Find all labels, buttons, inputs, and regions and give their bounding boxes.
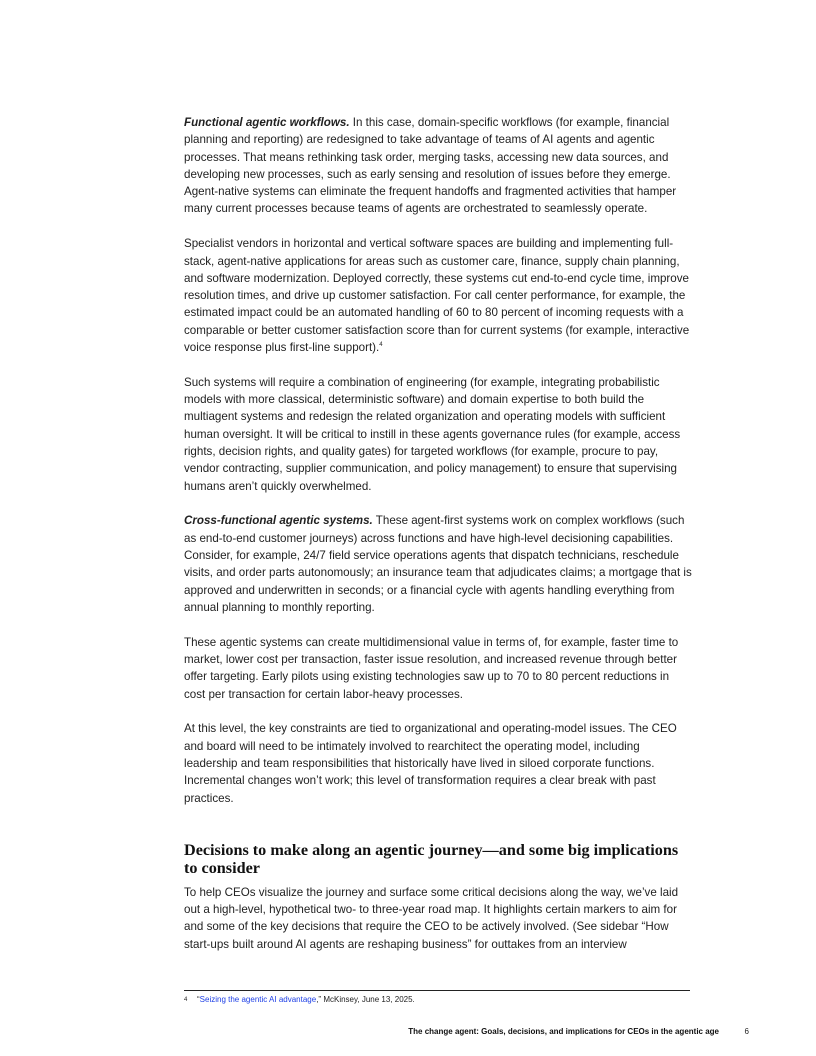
paragraph-text: Specialist vendors in horizontal and vertical software spaces are building and implementing full-stack, agent-native applications for areas such as customer care, finance, supply chain planning, and software modernization. Deployed correctly, these systems cut end-to-end cycle time, improve resolution times, and drive up customer satisfaction. For call center performance, for example, the estimated impact could be an automated handling of 60 to 80 percent of incoming requests with a comparable or better customer satisfaction score than for current systems (for example, interactive voice response plus first-line support). — [184, 237, 690, 355]
footnote-divider — [184, 990, 690, 991]
section-heading: Decisions to make along an agentic journey—and some big implications to consider — [184, 840, 679, 877]
paragraph-constraints — [184, 720, 692, 806]
lead-in-cross-functional: Cross-functional agentic systems. — [184, 514, 373, 528]
section-intro-paragraph — [184, 884, 692, 953]
footnote-open-quote: “ — [197, 995, 200, 1004]
paragraph-engineering — [184, 374, 692, 495]
paragraph-text: These agent-first systems work on complex workflows (such as end-to-end customer journeys) across functions and have high-level decisioning capabilities. Consider, for example, 24/7 field service operations agents that dispatch technicians, reschedule visits, and order parts autonomously; an insurance team that adjudicates claims; a mortgage that is approved and underwritten in seconds; or a financial cycle with agents handling everything from annual planning to monthly reporting. — [184, 514, 692, 614]
main-content — [184, 114, 692, 971]
footnote-link[interactable]: Seizing the agentic AI advantage — [199, 995, 317, 1004]
paragraph-text: Such systems will require a combination of engineering (for example, integrating probabilistic models with more classical, deterministic software) and domain expertise to both build the multiagent systems and redesign the related organization and operating models with sufficient human oversight. It will be critical to instill in these agents governance rules (for example, access rights, decision rights, and quality gates) for targeted workflows (for example, procure to pay, vendor contracting, supplier communication, and policy management) to ensure that supervising humans aren’t quickly overwhelmed. — [184, 375, 681, 493]
page-footer — [0, 1027, 816, 1039]
footnote-reference[interactable]: 4 — [379, 342, 383, 349]
footnote — [184, 995, 415, 1005]
lead-in-functional: Functional agentic workflows. — [184, 116, 350, 129]
paragraph-text: In this case, domain-specific workflows (for example, financial planning and reporting) are redesigned to take advantage of teams of AI agents and agentic processes. That means rethinking task order, merging tasks, accessing new data sources, and developing new processes, such as early sensing and resolution of issues before they emerge. Agent-native systems can eliminate the frequent handoffs and fragmented activities that hamper many current processes because teams of agents are orchestrated to seamlessly operate. — [184, 116, 677, 216]
paragraph-value — [184, 634, 692, 703]
page-number: 6 — [744, 1027, 749, 1036]
paragraph-specialist-vendors — [184, 235, 692, 356]
paragraph-functional-workflows — [184, 114, 692, 218]
footnote-citation: ,” McKinsey, June 13, 2025. — [316, 995, 415, 1004]
footer-title: The change agent: Goals, decisions, and implications for CEOs in the agentic age — [408, 1027, 719, 1036]
footnote-number: 4 — [184, 997, 188, 1003]
paragraph-cross-functional — [184, 512, 692, 616]
paragraph-text: These agentic systems can create multidimensional value in terms of, for example, faster time to market, lower cost per transaction, faster issue resolution, and increased revenue through better offer targeting. Early pilots using existing technologies saw up to 70 to 80 percent reductions in cost per transaction for certain labor-heavy processes. — [184, 635, 679, 701]
paragraph-text: At this level, the key constraints are tied to organizational and operating-model issues. The CEO and board will need to be intimately involved to rearchitect the operating model, including leadership and team responsibilities that historically have lived in siloed corporate functions. Incremental changes won’t work; this level of transformation requires a clear break with past practices. — [184, 722, 677, 805]
paragraph-text: To help CEOs visualize the journey and surface some critical decisions along the way, we’ve laid out a high-level, hypothetical two- to three-year road map. It highlights certain markers to aim for and some of the key decisions that require the CEO to be actively involved. (See sidebar “How start-ups built around AI agents are reshaping business” for outtakes from an interview — [184, 885, 679, 951]
